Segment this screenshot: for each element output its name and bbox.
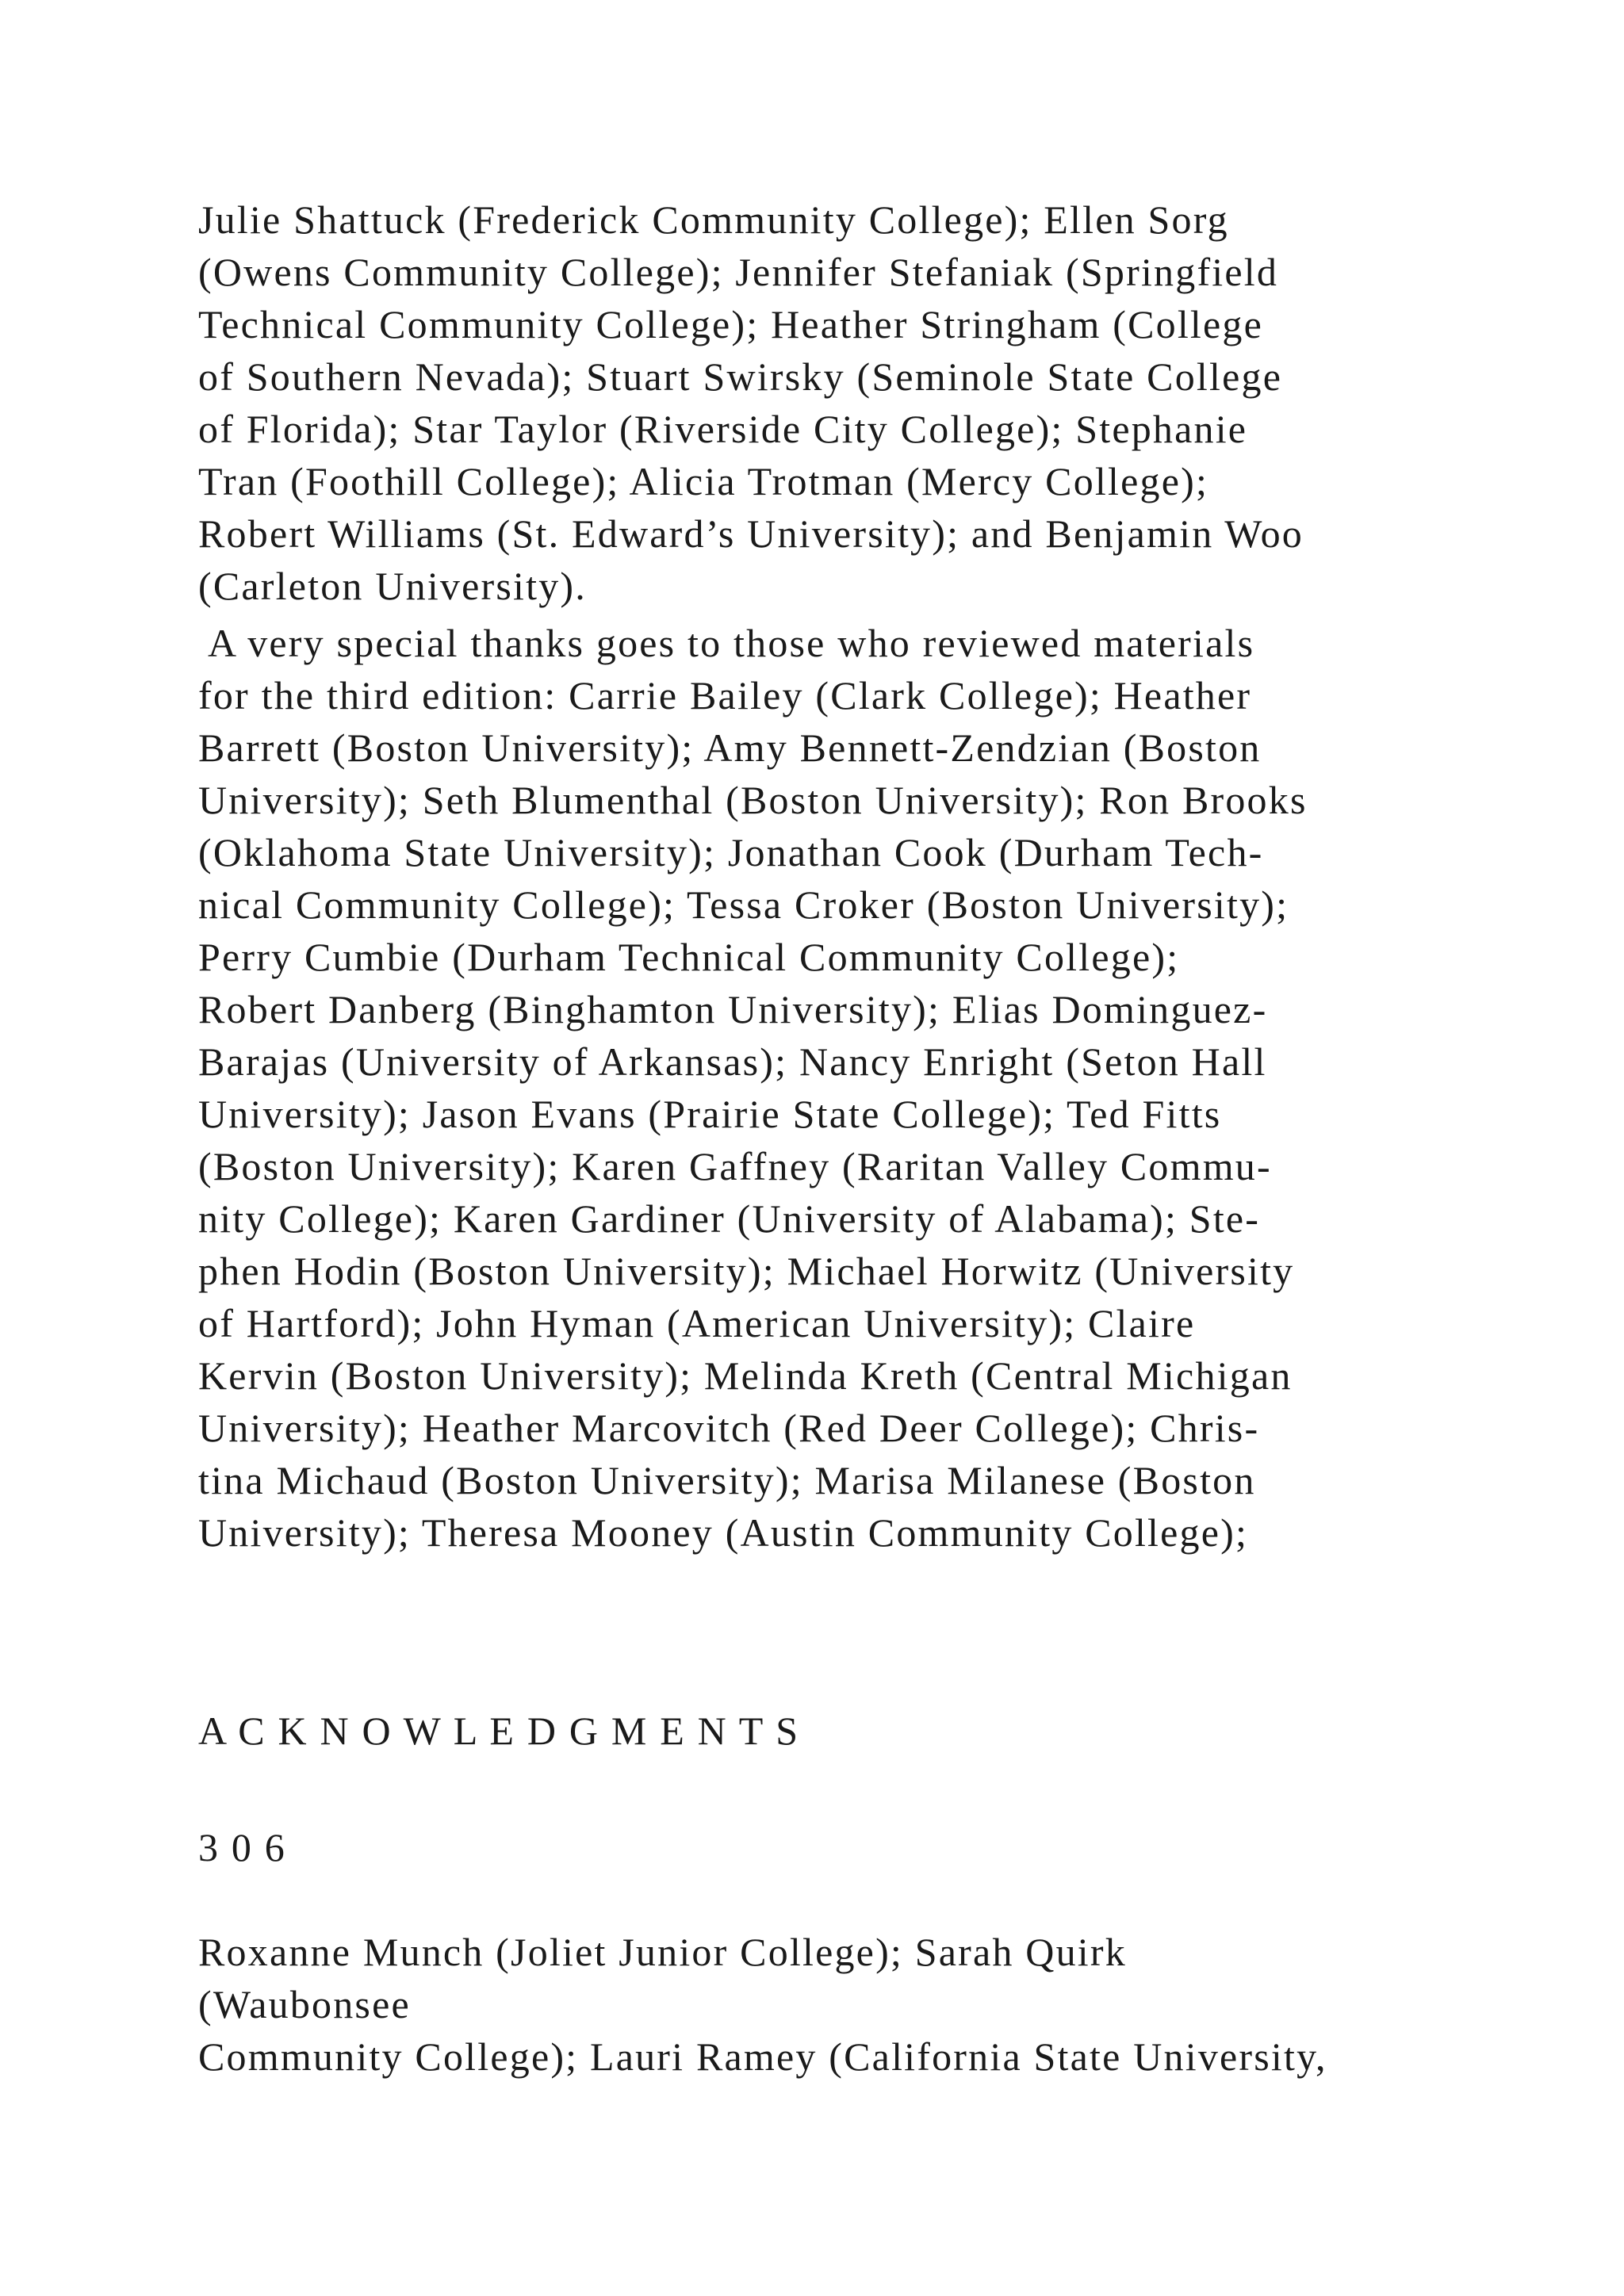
text-line: Perry Cumbie (Durham Technical Community College); <box>198 935 1180 979</box>
text-line: Roxanne Munch (Joliet Junior College); Sarah Quirk <box>198 1930 1127 1974</box>
text-line: Technical Community College); Heather Stringham (College <box>198 302 1263 346</box>
text-line: Julie Shattuck (Frederick Community College); Ellen Sorg <box>198 197 1229 242</box>
text-line: tina Michaud (Boston University); Marisa Milanese (Boston <box>198 1458 1256 1502</box>
text-line: Tran (Foothill College); Alicia Trotman (Mercy College); <box>198 459 1209 503</box>
text-line: (Waubonsee <box>198 1982 411 2026</box>
text-line: nity College); Karen Gardiner (University of Alabama); Ste- <box>198 1196 1261 1241</box>
text-line: Barrett (Boston University); Amy Bennett-Zendzian (Boston <box>198 725 1262 770</box>
running-head: A C K N O W L E D G M E N T S <box>198 1709 800 1753</box>
paragraph-third-edition-thanks <box>198 617 1467 1559</box>
text-line: (Owens Community College); Jennifer Stefaniak (Springfield <box>198 250 1279 294</box>
text-line: A very special thanks goes to those who reviewed materials <box>198 621 1255 665</box>
text-line: nical Community College); Tessa Croker (Boston University); <box>198 882 1289 927</box>
page-number: 3 0 6 <box>198 1825 286 1869</box>
text-line: University); Seth Blumenthal (Boston University); Ron Brooks <box>198 778 1308 822</box>
paragraph-reviewers-next-page <box>198 1926 1467 2083</box>
text-line: University); Theresa Mooney (Austin Community College); <box>198 1510 1249 1555</box>
text-line: phen Hodin (Boston University); Michael Horwitz (University <box>198 1249 1295 1293</box>
paragraph-reviewers-continued <box>198 193 1467 612</box>
text-line: of Southern Nevada); Stuart Swirsky (Seminole State College <box>198 354 1283 399</box>
text-line: Kervin (Boston University); Melinda Kreth (Central Michigan <box>198 1353 1293 1398</box>
text-line: Robert Williams (St. Edward’s University); and Benjamin Woo <box>198 511 1304 556</box>
text-line: of Hartford); John Hyman (American University); Claire <box>198 1301 1196 1345</box>
text-line: Robert Danberg (Binghamton University); Elias Dominguez- <box>198 987 1268 1031</box>
text-line: of Florida); Star Taylor (Riverside City College); Stephanie <box>198 407 1248 451</box>
text-line: University); Heather Marcovitch (Red Deer College); Chris- <box>198 1406 1260 1450</box>
text-line: Community College); Lauri Ramey (California State University, <box>198 2034 1327 2079</box>
text-line: for the third edition: Carrie Bailey (Clark College); Heather <box>198 673 1252 718</box>
text-line: Barajas (University of Arkansas); Nancy Enright (Seton Hall <box>198 1039 1267 1084</box>
text-line: (Carleton University). <box>198 564 587 608</box>
text-line: (Oklahoma State University); Jonathan Cook (Durham Tech- <box>198 830 1264 874</box>
text-line: University); Jason Evans (Prairie State College); Ted Fitts <box>198 1092 1222 1136</box>
text-line: (Boston University); Karen Gaffney (Raritan Valley Commu- <box>198 1144 1272 1188</box>
